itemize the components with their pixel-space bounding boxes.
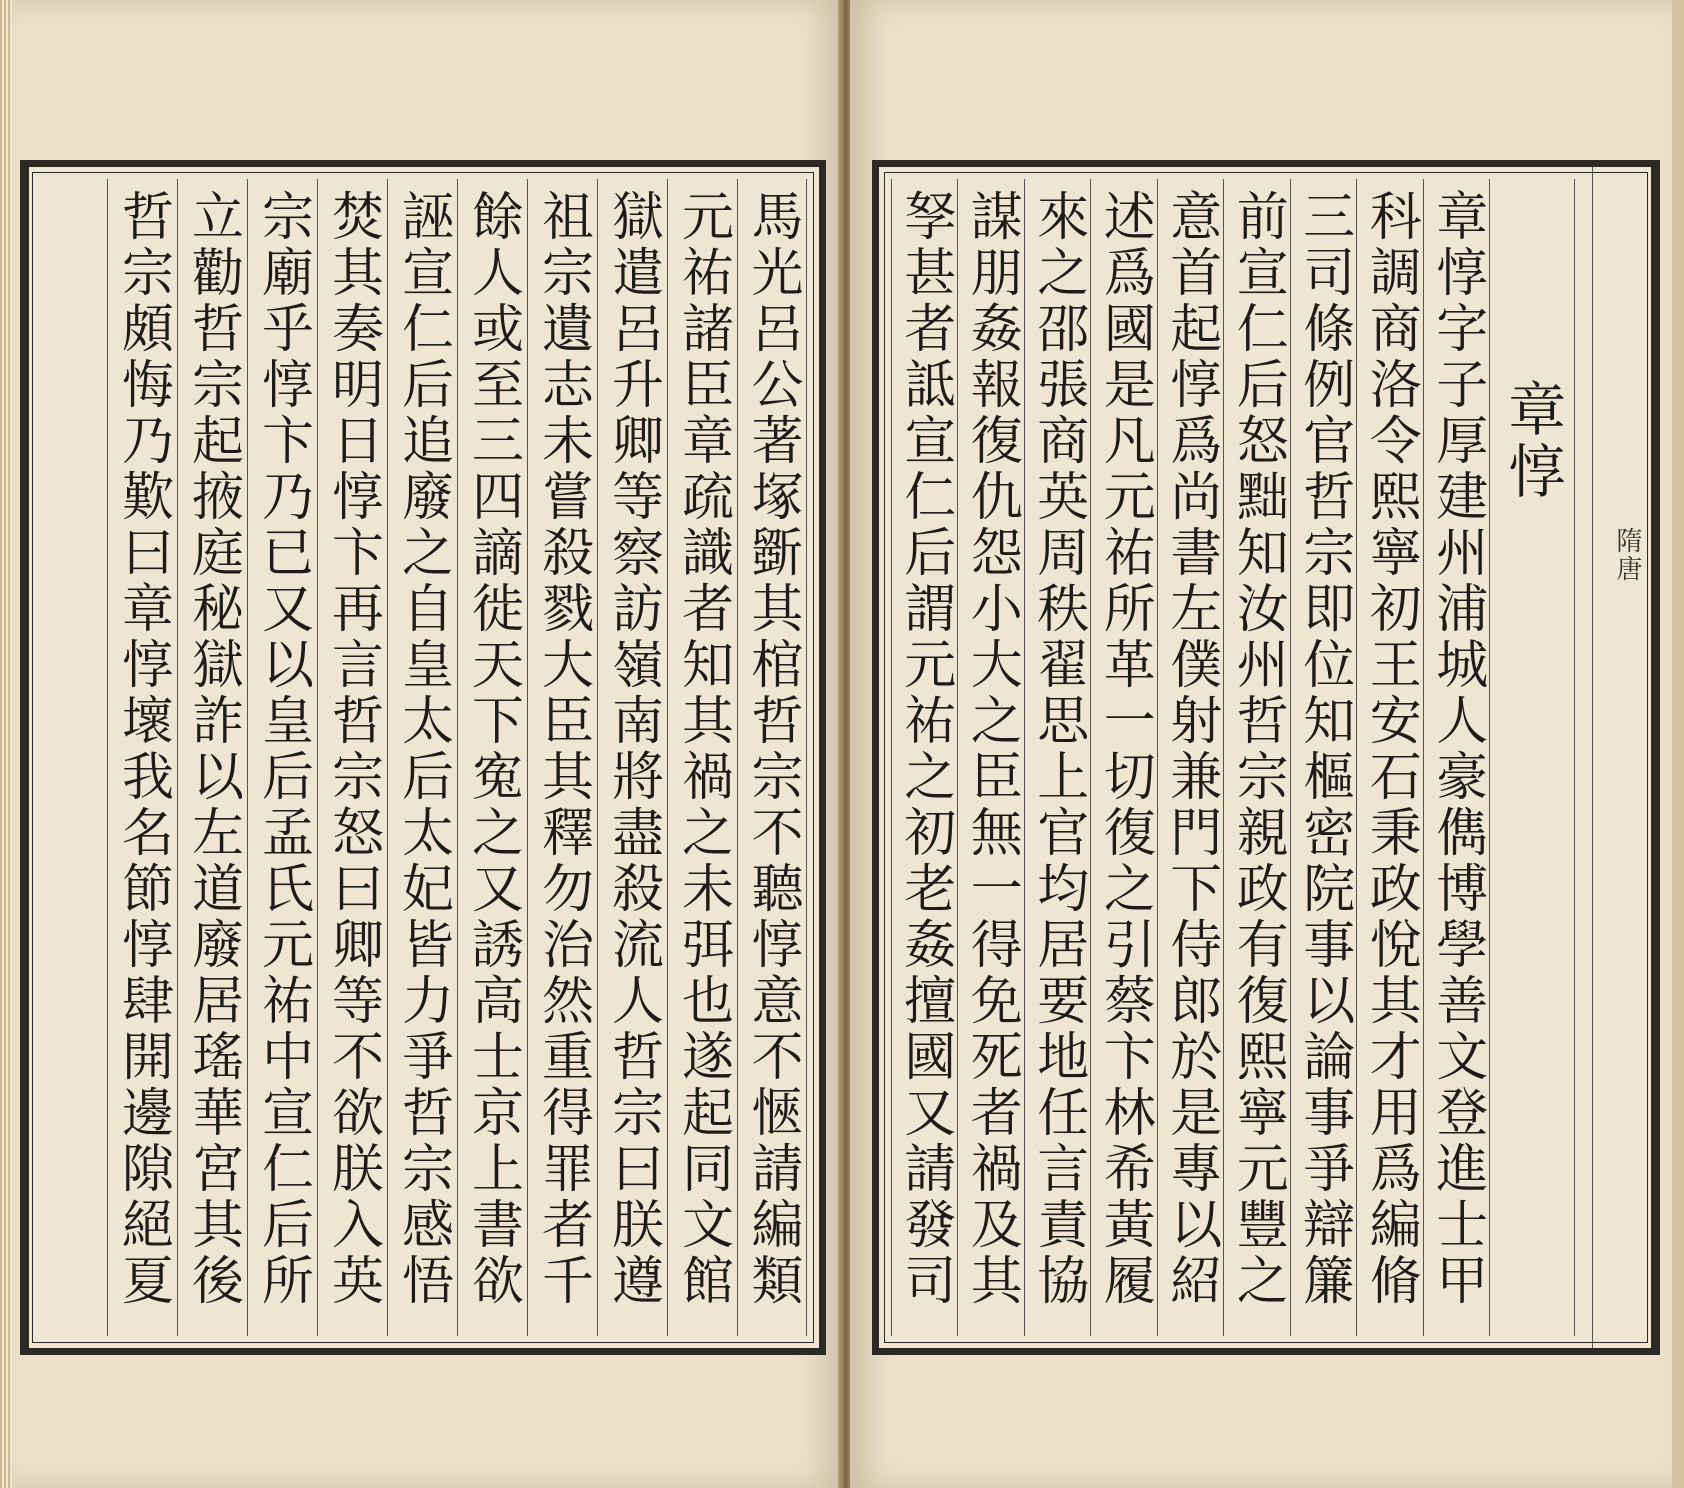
column-text: 元祐諸臣章疏識者知其禍之未弭也遂起同文館 bbox=[672, 189, 733, 1309]
text-column bbox=[597, 179, 667, 1336]
text-column bbox=[1356, 179, 1423, 1336]
left-columns bbox=[59, 179, 807, 1336]
text-column bbox=[957, 179, 1024, 1336]
right-fold-text: 隋唐 bbox=[1612, 527, 1642, 583]
column-text: 科調商洛令熙寧初王安石秉政悅其才用爲編脩 bbox=[1360, 189, 1421, 1309]
text-column bbox=[1090, 179, 1157, 1336]
column-text: 餘人或至三四謫徙天下寃之又誘高士京上書欲 bbox=[462, 189, 523, 1309]
text-column bbox=[177, 179, 247, 1336]
heading-column bbox=[1489, 179, 1575, 1336]
text-column bbox=[1423, 179, 1490, 1336]
right-columns bbox=[891, 179, 1575, 1336]
text-column bbox=[1290, 179, 1357, 1336]
text-column bbox=[247, 179, 317, 1336]
column-text: 前宣仁后怒黜知汝州哲宗親政有復熙寧元豐之 bbox=[1227, 189, 1288, 1309]
right-text-frame bbox=[872, 160, 1660, 1355]
text-column bbox=[457, 179, 527, 1336]
column-text: 獄遣呂升卿等察訪嶺南將盡殺流人哲宗曰朕遵 bbox=[602, 189, 663, 1309]
column-text: 意首起惇爲尚書左僕射兼門下侍郎於是專以紹 bbox=[1160, 189, 1221, 1309]
column-text: 誣宣仁后追廢之自皇太后太妃皆力爭哲宗感悟 bbox=[392, 189, 453, 1309]
column-text: 三司條例官哲宗即位知樞密院事以論事爭辯簾 bbox=[1293, 189, 1354, 1309]
text-column bbox=[1157, 179, 1224, 1336]
column-text: 焚其奏明日惇卞再言哲宗怒曰卿等不欲朕入英 bbox=[322, 189, 383, 1309]
column-text: 馬光呂公著塚斵其棺哲宗不聽惇意不愜請編類 bbox=[742, 189, 802, 1309]
column-text: 宗廟乎惇卞乃已又以皇后孟氏元祐中宣仁后所 bbox=[252, 189, 313, 1309]
text-column bbox=[1223, 179, 1290, 1336]
column-text: 立勸哲宗起掖庭秘獄詐以左道廢居瑤華宮其後 bbox=[182, 189, 243, 1309]
column-text: 述爲國是凡元祐所革一切復之引蔡卞林希黃履 bbox=[1094, 189, 1155, 1309]
text-column bbox=[527, 179, 597, 1336]
section-heading: 章惇 bbox=[1498, 379, 1567, 503]
text-column bbox=[107, 179, 177, 1336]
text-column bbox=[1024, 179, 1091, 1336]
column-text: 章惇字子厚建州浦城人豪儁博學善文登進士甲 bbox=[1426, 189, 1487, 1309]
right-fold-margin bbox=[1592, 167, 1651, 1348]
text-column bbox=[737, 179, 807, 1336]
column-text: 來之邵張商英周秩翟思上官均居要地任言責協 bbox=[1027, 189, 1088, 1309]
text-column bbox=[387, 179, 457, 1336]
text-column bbox=[891, 179, 958, 1336]
text-column bbox=[667, 179, 737, 1336]
column-text: 孥甚者詆宣仁后謂元祐之初老姦擅國又請發司 bbox=[894, 189, 955, 1309]
left-text-frame bbox=[20, 160, 826, 1355]
column-text: 謀朋姦報復仇怨小大之臣無一得免死者禍及其 bbox=[961, 189, 1022, 1309]
column-text: 哲宗頗悔乃歎曰章惇壞我名節惇肆開邊隙絕夏 bbox=[112, 189, 173, 1309]
text-column bbox=[317, 179, 387, 1336]
column-text: 祖宗遺志未嘗殺戮大臣其釋勿治然重得罪者千 bbox=[532, 189, 593, 1309]
